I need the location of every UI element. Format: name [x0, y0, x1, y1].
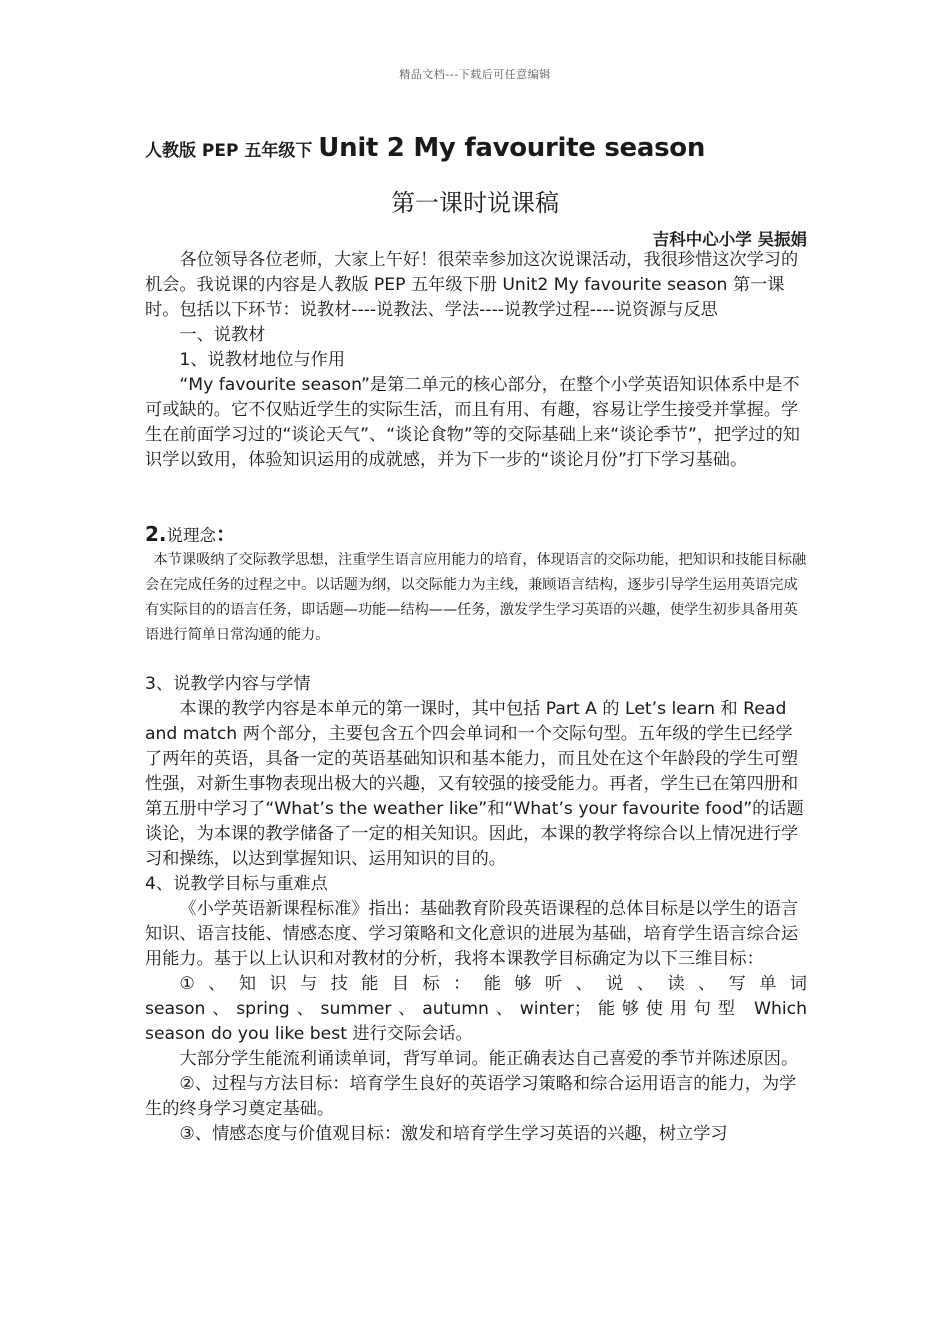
section-2-body: [145, 548, 807, 648]
page-header: 精品文档---下载后可任意编辑: [399, 68, 551, 81]
author-line: 吉科中心小学 吴振娟: [652, 230, 807, 249]
section-1-heading: 一、说教材: [179, 325, 266, 345]
section-1-1-paragraph: “My favourite season”是第二单元的核心部分，在整个小学英语知识体系中是不可或缺的。它不仅贴近学生的实际生活，而且有用、有趣，容易让学生接受并掌握。学生在前面学习过的“谈论天气”、“谈论食物”等的交际基础上来“谈论季节”，把学过的知识学以致用，体验知识运用的成就感，并为下一步的“谈论月份”打下学习基础。: [145, 375, 800, 470]
title-chinese: 人教版 PEP 五年级下: [145, 141, 319, 161]
goal-1-line-3: season do you like best 进行交际会话。: [145, 1024, 473, 1044]
section-2-number: 2.: [145, 522, 167, 546]
body-part-1: [145, 248, 807, 473]
body-part-3: [145, 672, 807, 1147]
goal-1-extra: 大部分学生能流利诵读单词，背写单词。能正确表达自己喜爱的季节并陈述原因。: [179, 1049, 799, 1069]
section-4-heading: 4、说教学目标与重难点: [145, 874, 328, 894]
section-4-paragraph: 《小学英语新课程标准》指出：基础教育阶段英语课程的总体目标是以学生的语言知识、语言技能、情感态度、学习策略和文化意识的进展为基础，培育学生语言综合运用能力。基于以上认识和对教材的分析，我将本课教学目标确定为以下三维目标：: [145, 899, 799, 969]
section-2-heading: [145, 522, 807, 548]
section-2-label: 说理念: [166, 526, 217, 545]
section-3-paragraph: 本课的教学内容是本单元的第一课时，其中包括 Part A 的 Let’s learn 和 Read and match 两个部分，主要包含五个四会单词和一个交际句型。五年级的学生已经学了两年的英语，具备一定的英语基础知识和基本能力，而且处在这个年龄段的学生可塑性强，对新生事物表现出极大的兴趣，又有较强的接受能力。再者，学生已在第四册和第五册中学习了“What’s the weather like”和“What’s your favourite food”的话题谈论，为本课的教学储备了一定的相关知识。因此，本课的教学将综合以上情况进行学习和操练，以达到掌握知识、运用知识的目的。: [145, 699, 804, 869]
goal-2-paragraph: ②、过程与方法目标：培育学生良好的英语学习策略和综合运用语言的能力，为学生的终身学习奠定基础。: [145, 1074, 797, 1119]
goal-3-paragraph: ③、情感态度与价值观目标：激发和培育学生学习英语的兴趣，树立学习: [179, 1124, 728, 1144]
section-2-colon: ：: [216, 522, 237, 546]
goal-1-line-1: ①、知识与技能目标：能够听、说、读、写单词: [179, 974, 807, 994]
goal-1-line-2: season、spring、summer、autumn、winter；能够使用句型 Which: [145, 999, 807, 1019]
intro-paragraph: 各位领导各位老师，大家上午好！很荣幸参加这次说课活动，我很珍惜这次学习的机会。我说课的内容是人教版 PEP 五年级下册 Unit2 My favourite season 第一课时。包括以下环节：说教材----说教法、学法----说教学过程----说资源与反思: [145, 250, 799, 320]
section-2-paragraph: 本节课吸纳了交际教学思想，注重学生语言应用能力的培育，体现语言的交际功能，把知识和技能目标融会在完成任务的过程之中。以话题为纲，以交际能力为主线，兼顾语言结构，逐步引导学生运用英语完成有实际目的的语言任务，即话题—功能—结构——任务，激发学生学习英语的兴趣，使学生初步具备用英语进行简单日常沟通的能力。: [145, 552, 807, 643]
title-english: Unit 2 My favourite season: [318, 133, 706, 163]
document-subtitle: 第一课时说课稿: [391, 189, 559, 217]
section-3-heading: 3、说教学内容与学情: [145, 674, 311, 694]
section-1-1-heading: 1、说教材地位与作用: [179, 350, 346, 370]
document-title: [145, 133, 825, 163]
